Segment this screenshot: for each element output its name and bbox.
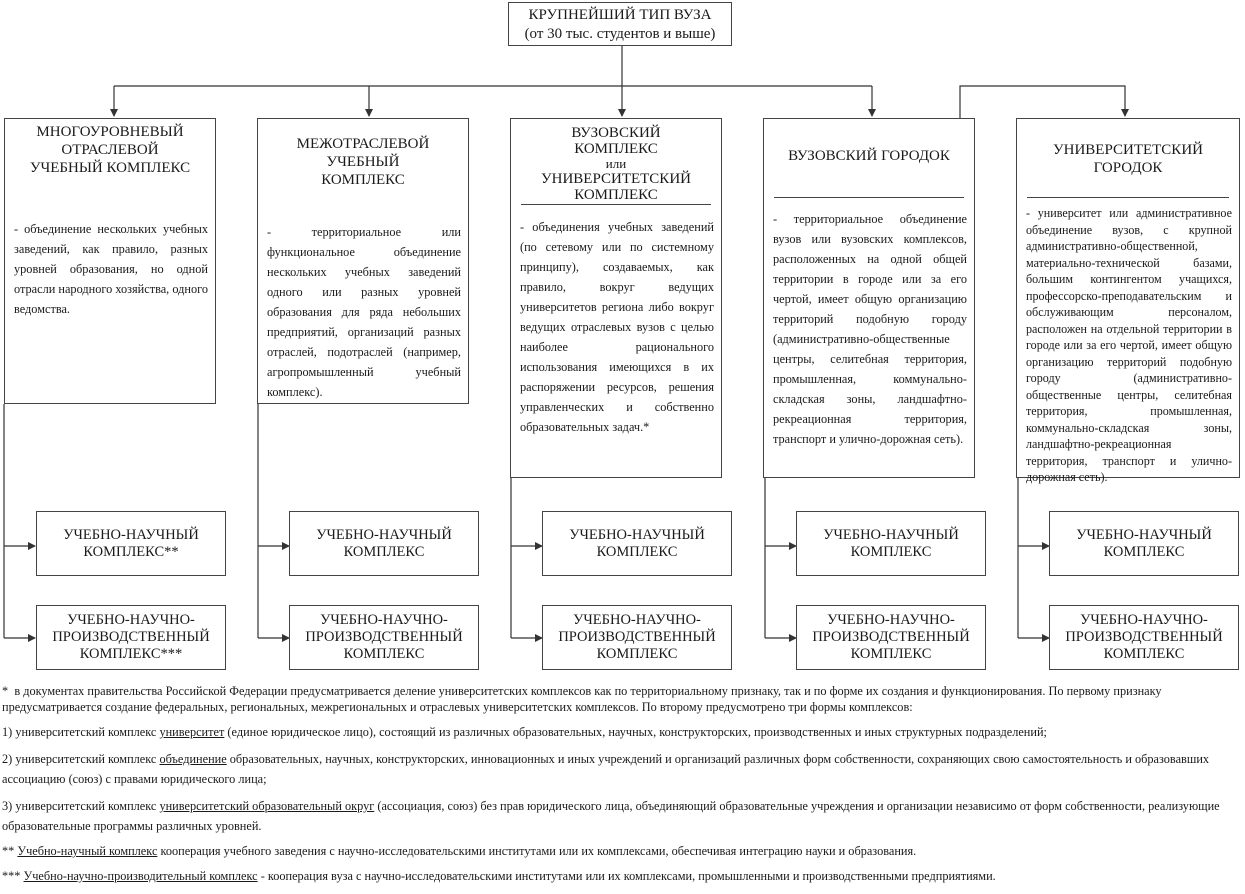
footnote-triple-star-term: Учебно-научно-производительный комплекс	[23, 869, 258, 883]
column-2-description: - территориальное или функциональное объединение нескольких учебных заведений одного или разных уровней образования для ряда небольших предприятий, организаций разных отраслей, подотраслей (например, агропромышленный учебный комплекс).	[267, 225, 461, 399]
column-4-sub-research-box	[796, 511, 986, 576]
column-5-sub-research-label: УЧЕБНО-НАУЧНЫЙ КОМПЛЕКС	[1076, 526, 1212, 560]
arrow-col-5	[960, 86, 1125, 118]
column-2-box	[257, 118, 469, 404]
footnote-double-star	[2, 843, 1239, 859]
column-1-sub-research-box	[36, 511, 226, 576]
column-1-description: - объединение нескольких учебных заведений, как правило, разных уровней образования, но одной отрасли народного хозяйства, одного ведомства.	[14, 222, 208, 316]
footnote-triple-star-text: - кооперация вуза с научно-исследовательскими институтами или их комплексами, промышленными и производственными предприятиями.	[257, 869, 996, 883]
top-node-subtitle: (от 30 тыс. студентов и выше)	[524, 26, 716, 42]
footnote-form-1	[2, 724, 1239, 740]
column-3-box	[510, 118, 722, 478]
footnote-form-2-prefix: 2) университетский комплекс	[2, 752, 160, 766]
column-2-sub-production-box	[289, 605, 479, 670]
footnote-star-mark: *	[2, 684, 9, 698]
footnote-double-star-term: Учебно-научный комплекс	[17, 844, 158, 858]
column-3-sub-production-box	[542, 605, 732, 670]
column-4-box	[763, 118, 975, 478]
column-5-sub-research-box	[1049, 511, 1239, 576]
column-3-title-block	[531, 125, 701, 203]
footnote-form-1-prefix: 1) университетский комплекс	[2, 725, 160, 739]
footnote-form-2-text: образовательных, научных, конструкторских, инновационных и иных учреждений и организаций различных форм собственности, сохраняющих свою самостоятельность и образовавших ассоциацию (союз) с правами юридического лица;	[2, 752, 1210, 786]
footnote-form-1-term: университет	[159, 725, 225, 739]
column-1-sub-production-box	[36, 605, 226, 670]
column-1-sub-research-label: УЧЕБНО-НАУЧНЫЙ КОМПЛЕКС**	[63, 526, 199, 560]
column-4-sub-research-label: УЧЕБНО-НАУЧНЫЙ КОМПЛЕКС	[823, 526, 959, 560]
column-3-title: ВУЗОВСКИЙ КОМПЛЕКС	[571, 125, 661, 157]
top-node-title: КРУПНЕЙШИЙ ТИП ВУЗА	[528, 7, 712, 23]
column-4-sub-production-label: УЧЕБНО-НАУЧНО-ПРОИЗВОДСТВЕННЫЙ КОМПЛЕКС	[812, 612, 970, 662]
footnote-form-2-term: объединение	[159, 752, 227, 766]
column-2-sub-production-label: УЧЕБНО-НАУЧНО-ПРОИЗВОДСТВЕННЫЙ КОМПЛЕКС	[305, 612, 463, 662]
column-4-sub-production-box	[796, 605, 986, 670]
footnote-double-star-mark: **	[2, 844, 15, 858]
column-5-title: УНИВЕРСИТЕТСКИЙ ГОРОДОК	[1053, 142, 1203, 176]
footnote-form-1-text: (единое юридическое лицо), состоящий из различных образовательных, научных, конструкторских, производственных и иных структурных подразделений;	[224, 725, 1047, 739]
column-2-sub-research-label: УЧЕБНО-НАУЧНЫЙ КОМПЛЕКС	[316, 526, 452, 560]
column-2-sub-research-box	[289, 511, 479, 576]
footnote-form-2	[2, 749, 1239, 789]
column-5-sub-production-label: УЧЕБНО-НАУЧНО-ПРОИЗВОДСТВЕННЫЙ КОМПЛЕКС	[1065, 612, 1223, 662]
column-1-sub-production-label: УЧЕБНО-НАУЧНО-ПРОИЗВОДСТВЕННЫЙ КОМПЛЕКС***	[52, 612, 210, 662]
column-2-title: МЕЖОТРАСЛЕВОЙ УЧЕБНЫЙ КОМПЛЕКС	[296, 136, 430, 188]
footnote-form-3-term: университетский образовательный округ	[159, 799, 375, 813]
footnote-double-star-text: кооперация учебного заведения с научно-исследовательскими институтами или их комплексами, обеспечивая интеграцию науки и образования.	[157, 844, 917, 858]
column-3-sub-production-label: УЧЕБНО-НАУЧНО-ПРОИЗВОДСТВЕННЫЙ КОМПЛЕКС	[558, 612, 716, 662]
column-1-title: МНОГОУРОВНЕВЫЙ ОТРАСЛЕВОЙ УЧЕБНЫЙ КОМПЛЕКС	[29, 124, 191, 176]
footnote-form-3-prefix: 3) университетский комплекс	[2, 799, 160, 813]
column-5-box	[1016, 118, 1240, 484]
footnote-star-text: в документах правительства Российской Федерации предусматривается деление университетских комплексов как по территориальному признаку, так и по форме их создания и функционирования. По первому признаку предусматривается создание федеральных, региональных, межрегиональных и отраслевых университетских комплексов. По второму предусмотрено три формы комплексов:	[2, 684, 1162, 714]
column-4-description: - территориальное объединение вузов или вузовских комплексов, расположенных на одной общей территории в городе или за его чертой, имеет общую организацию территорий подобную городу (административно-общественные центры, селитебная территория, промышленная, коммунально-складская зоны, ландшафтно-рекреационная территория, транспорт и улично-дорожная сеть).	[773, 212, 967, 446]
footnote-form-3	[2, 796, 1239, 836]
column-3-description: - объединения учебных заведений (по сетевому или по системному принципу), создаваемых, как правило, вокруг ведущих университетов региона либо вокруг ведущих отраслевых вузов с целью наиболее рационального использования имеющихся в их распоряжении ресурсов, решения управленческих и собственно образовательных задач.*	[520, 220, 714, 434]
column-3-sub-research-box	[542, 511, 732, 576]
column-5-sub-production-box	[1049, 605, 1239, 670]
footnote-triple-star	[2, 868, 1239, 884]
column-3-title-or: или	[605, 156, 627, 171]
footnote-form-3-text: (ассоциация, союз) без прав юридического лица, объединяющий образовательные учреждения и организации независимо от форм собственности, реализующие образовательные программы различных уровней.	[2, 799, 1220, 833]
footnote-star	[2, 683, 1239, 715]
column-1-box	[4, 118, 216, 404]
column-5-description: - университет или административное объединение вузов, с крупной административно-общественной, материально-технической базами, большим контингентом учащихся, профессорско-преподавательским и обслуживающим персоналом, расположен на отдельной территории в городе или за его чертой, имеет общую организацию территорий подобную городу (административно-общественные центры, селитебная территория, промышленная, коммунально-складская зоны, ландшафтно-рекреационная территория, транспорт и улично-дорожная сеть).	[1026, 206, 1232, 484]
column-3-sub-research-label: УЧЕБНО-НАУЧНЫЙ КОМПЛЕКС	[569, 526, 705, 560]
column-4-title: ВУЗОВСКИЙ ГОРОДОК	[788, 148, 950, 164]
footnote-triple-star-mark: ***	[2, 869, 21, 883]
column-3-title-2: УНИВЕРСИТЕТСКИЙ КОМПЛЕКС	[541, 171, 691, 203]
top-node-box	[508, 2, 732, 46]
